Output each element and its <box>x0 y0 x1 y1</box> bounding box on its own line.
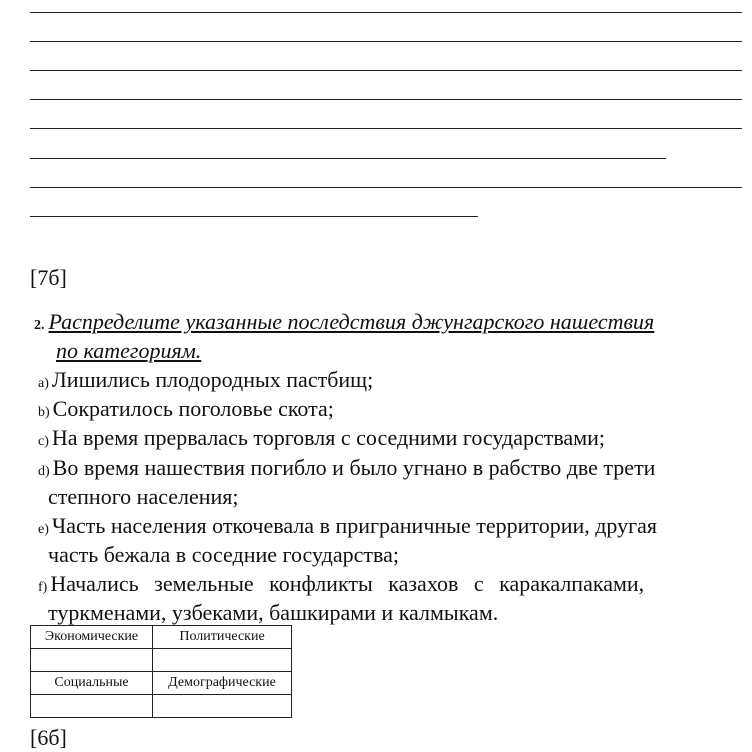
item-marker: e) <box>38 522 49 537</box>
answer-cell-economic[interactable] <box>31 649 153 672</box>
item-marker: a) <box>38 376 49 391</box>
list-item-e-continued: часть бежала в соседние государства; <box>48 542 399 567</box>
table-row <box>31 695 292 718</box>
task-title-line2: по категориям. <box>56 338 202 363</box>
list-item-c <box>38 424 605 456</box>
header-political: Политические <box>153 626 292 649</box>
answer-line-7 <box>30 187 742 188</box>
table-row <box>31 672 292 695</box>
answer-cell-social[interactable] <box>31 695 153 718</box>
item-marker: f) <box>38 580 48 595</box>
table-row <box>31 649 292 672</box>
answer-line-2 <box>30 41 742 42</box>
table-row <box>31 626 292 649</box>
list-item-d-continued: степного населения; <box>48 484 239 509</box>
score-6: [6б] <box>30 725 67 750</box>
item-marker: c) <box>38 434 49 449</box>
list-item-d <box>38 454 655 486</box>
list-item-b <box>38 395 334 427</box>
answer-cell-political[interactable] <box>153 649 292 672</box>
answer-line-1 <box>30 12 742 13</box>
task-number: 2. <box>34 318 45 333</box>
answer-line-3 <box>30 70 742 71</box>
item-text: Сократилось поголовье скота; <box>52 396 334 421</box>
answer-line-6 <box>30 158 666 159</box>
item-text: Лишились плодородных пастбищ; <box>51 367 374 392</box>
answer-line-4 <box>30 99 742 100</box>
header-economic: Экономические <box>31 626 153 649</box>
item-text: Во время нашествия погибло и было угнано в рабство две трети <box>52 455 656 480</box>
item-text: Часть населения откочевала в приграничные территории, другая <box>51 513 658 538</box>
header-social: Социальные <box>31 672 153 695</box>
task-heading <box>34 308 654 340</box>
item-marker: b) <box>38 405 50 420</box>
list-item-a <box>38 366 373 398</box>
answer-line-8 <box>30 216 478 217</box>
item-marker: d) <box>38 464 50 479</box>
task-title-line1: Распределите указанные последствия джунгарского нашествия <box>48 309 655 334</box>
header-demographic: Демографические <box>153 672 292 695</box>
list-item-f <box>38 570 746 602</box>
list-item-e <box>38 512 657 544</box>
item-text: Начались земельные конфликты казахов с каракалпаками, <box>50 571 645 596</box>
answer-cell-demographic[interactable] <box>153 695 292 718</box>
list-item-f-continued: туркменами, узбеками, башкирами и калмыкам. <box>48 600 499 625</box>
categories-table <box>30 625 292 718</box>
answer-line-5 <box>30 128 742 129</box>
score-7: [7б] <box>30 265 67 290</box>
item-text: На время прервалась торговля с соседними государствами; <box>51 425 606 450</box>
